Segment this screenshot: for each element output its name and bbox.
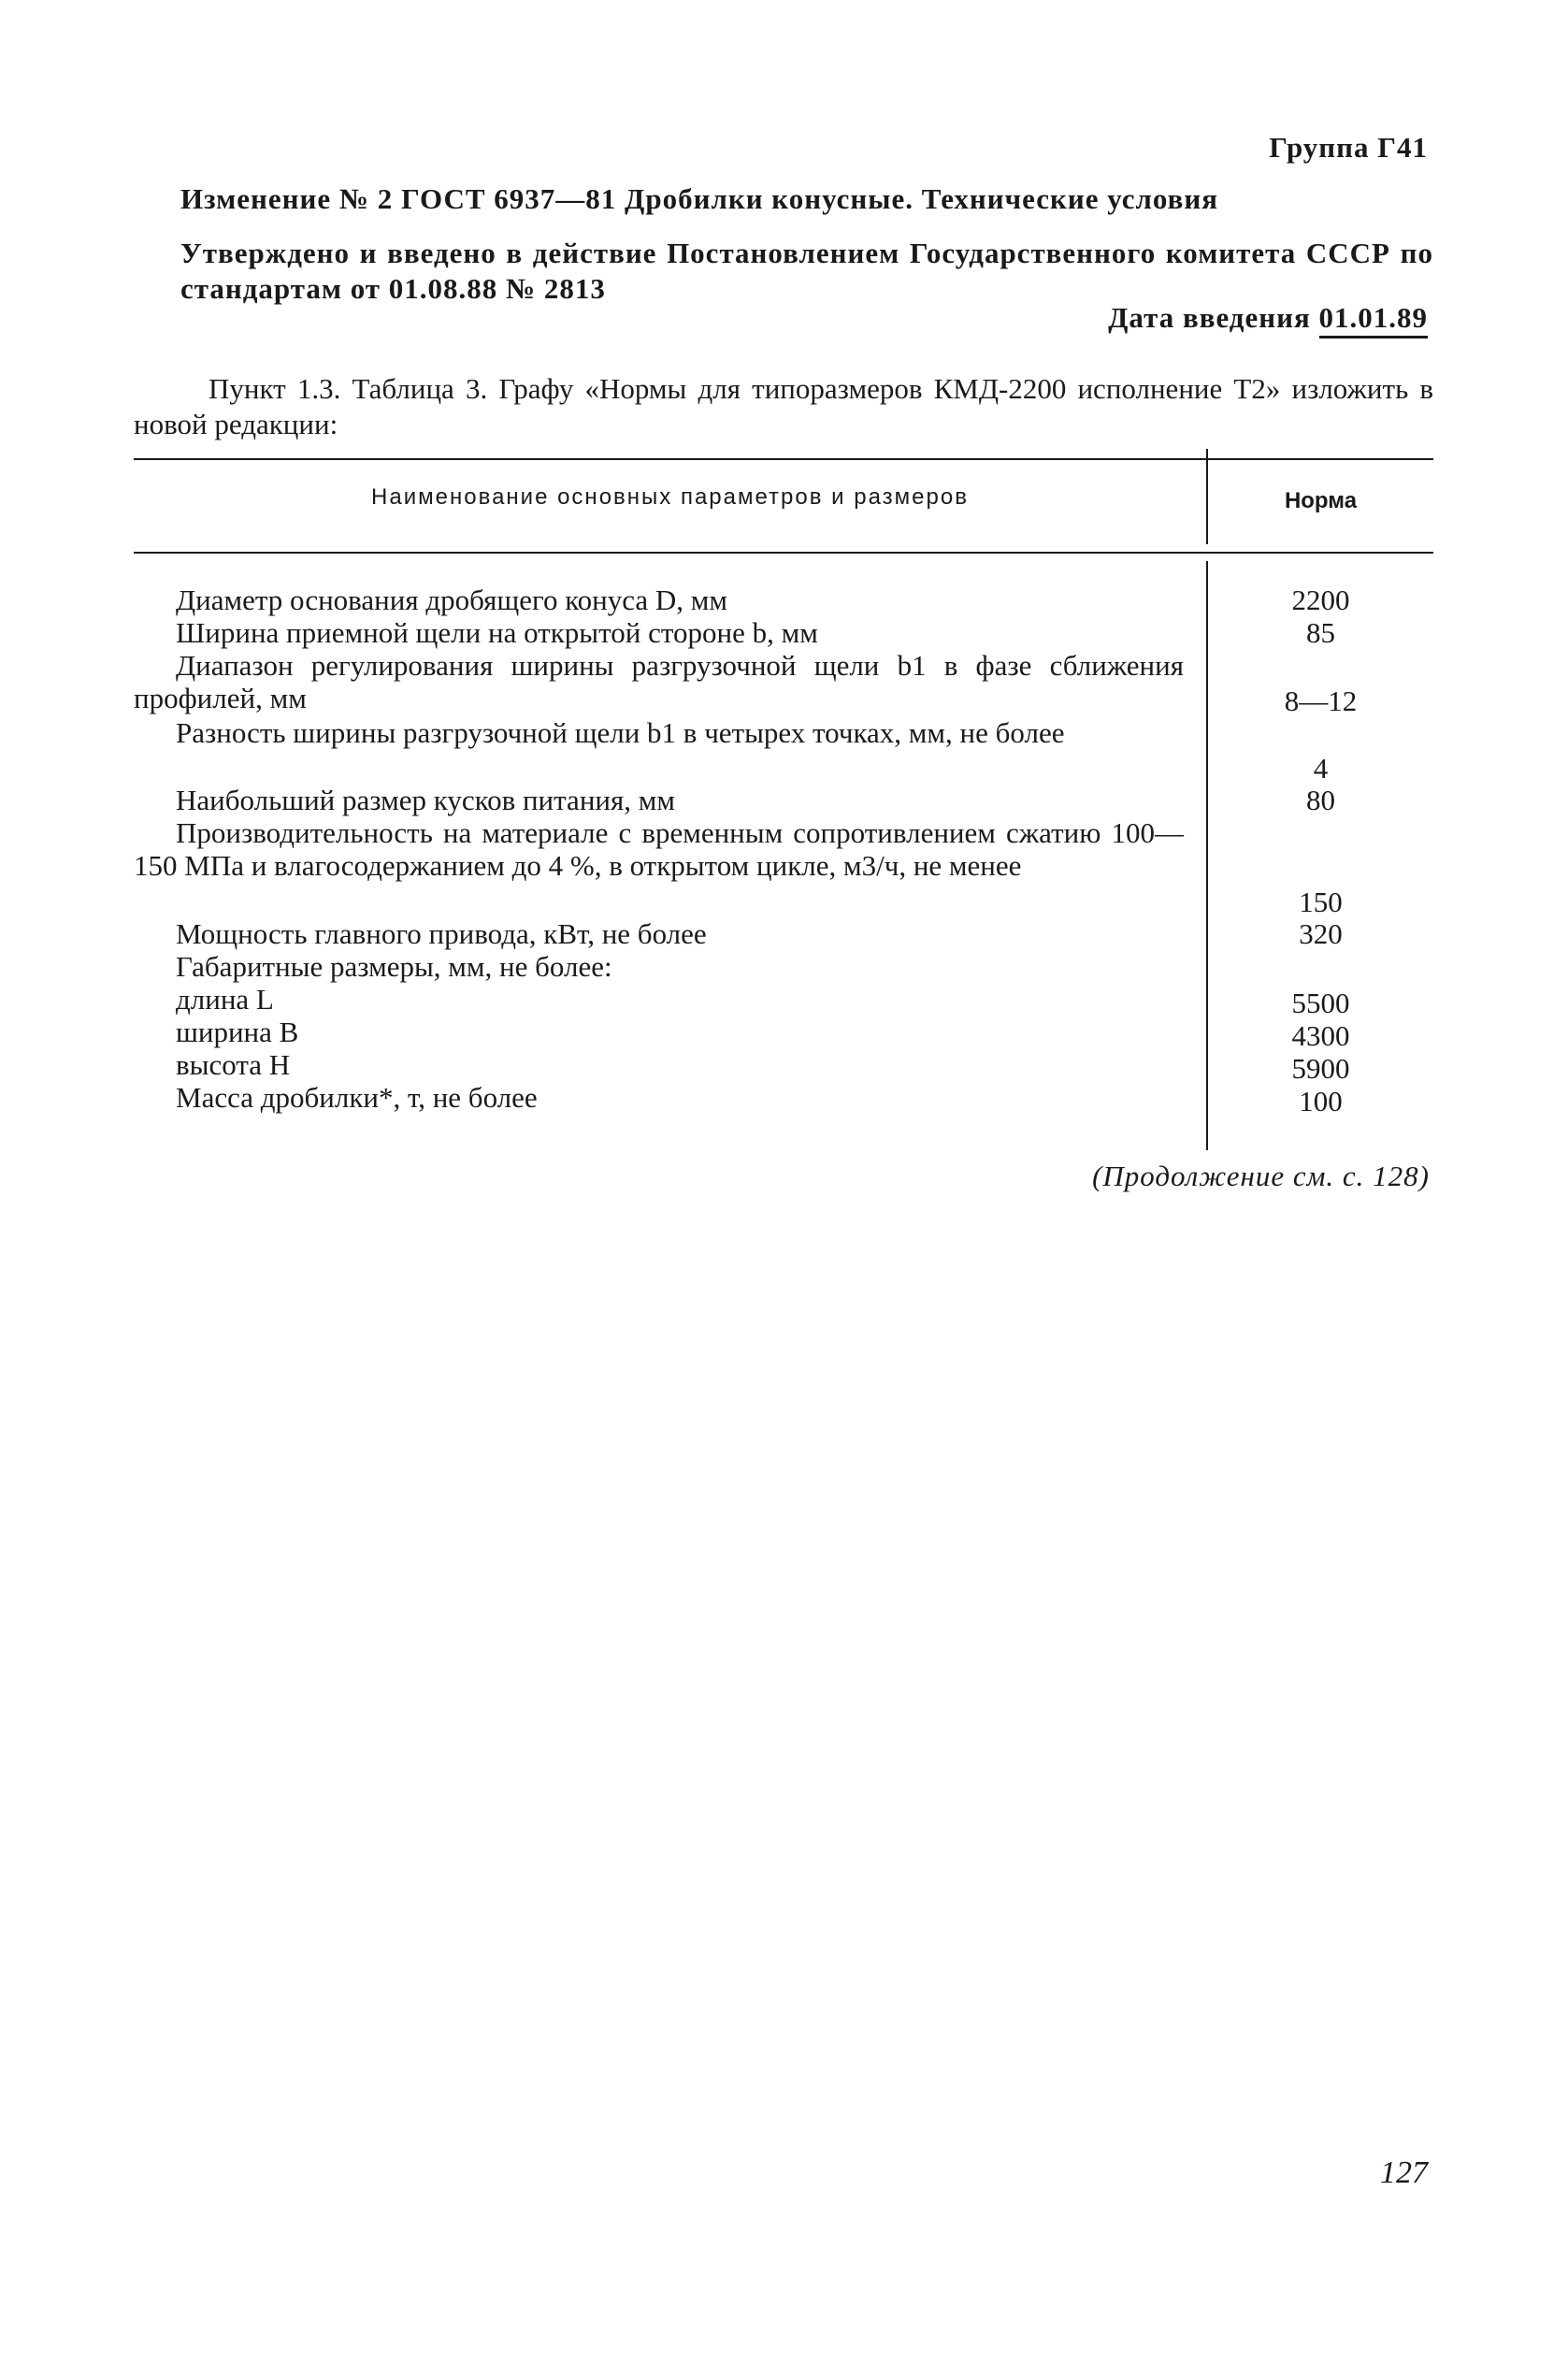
row-value: 5500 xyxy=(1291,987,1350,1019)
introduction-date-value: 01.01.89 xyxy=(1319,301,1429,339)
table-row xyxy=(0,917,1568,950)
row-value: 320 xyxy=(1299,917,1343,950)
row-name: Диапазон регулирования ширины разгрузочной щели b1 в фазе сближения профилей, мм xyxy=(134,649,1184,714)
table-row xyxy=(0,983,1568,1019)
row-name: длина L xyxy=(176,983,274,1016)
row-name: Производительность на материале с временным сопротивлением сжатию 100—150 МПа и влагосодержанием до 4 %, в открытом цикле, м3/ч, не менее xyxy=(134,816,1184,882)
table-row xyxy=(0,584,1568,616)
row-value: 100 xyxy=(1299,1085,1343,1117)
page-number: 127 xyxy=(1380,2155,1428,2190)
continuation-note: (Продолжение см. с. 128) xyxy=(1092,1160,1430,1192)
row-name: Масса дробилки*, т, не более xyxy=(176,1081,538,1114)
row-value: 80 xyxy=(1306,784,1335,816)
row-name: Ширина приемной щели на открытой стороне b, мм xyxy=(176,616,818,649)
table-row xyxy=(0,950,1568,983)
row-value: 2200 xyxy=(1291,584,1350,616)
table-row xyxy=(0,784,1568,816)
table-row xyxy=(0,1016,1568,1052)
table-header-rule xyxy=(134,552,1433,554)
row-name: Разность ширины разгрузочной щели b1 в четырех точках, мм, не более xyxy=(176,716,1065,749)
amendment-paragraph: Пункт 1.3. Таблица 3. Графу «Нормы для типоразмеров КМД-2200 исполнение Т2» изложить в новой редакции: xyxy=(134,372,1433,440)
document-title: Изменение № 2 ГОСТ 6937—81 Дробилки конусные. Технические условия xyxy=(180,182,1219,215)
introduction-date-label: Дата введения xyxy=(1108,301,1311,334)
column-header-parameters: Наименование основных параметров и размеров xyxy=(371,484,969,510)
table-row xyxy=(0,616,1568,649)
table-top-rule xyxy=(134,458,1433,460)
row-value: 4300 xyxy=(1291,1019,1350,1052)
row-name: Габаритные размеры, мм, не более: xyxy=(176,950,612,983)
row-name: высота H xyxy=(176,1048,291,1081)
table-row xyxy=(0,649,1568,716)
row-name: Мощность главного привода, кВт, не более xyxy=(176,917,707,950)
approval-statement: Утверждено и введено в действие Постановлением Государственного комитета СССР по стандартам от 01.08.88 № 2813 xyxy=(180,237,1433,305)
introduction-date xyxy=(1108,301,1428,335)
column-header-norm: Норма xyxy=(1284,488,1358,513)
row-value: 8—12 xyxy=(1284,685,1358,717)
table-row xyxy=(0,816,1568,917)
row-name: Наибольший размер кусков питания, мм xyxy=(176,784,675,816)
row-value: 85 xyxy=(1306,616,1335,649)
row-name: Диаметр основания дробящего конуса D, мм xyxy=(176,584,728,616)
table-row xyxy=(0,1081,1568,1117)
row-value: 150 xyxy=(1299,886,1343,918)
table-row xyxy=(0,716,1568,784)
table-body xyxy=(0,584,1568,1117)
row-value: 4 xyxy=(1313,752,1329,785)
row-name: ширина B xyxy=(176,1016,299,1048)
row-value: 5900 xyxy=(1291,1052,1350,1085)
group-label: Группа Г41 xyxy=(1269,131,1428,164)
table-row xyxy=(0,1048,1568,1085)
